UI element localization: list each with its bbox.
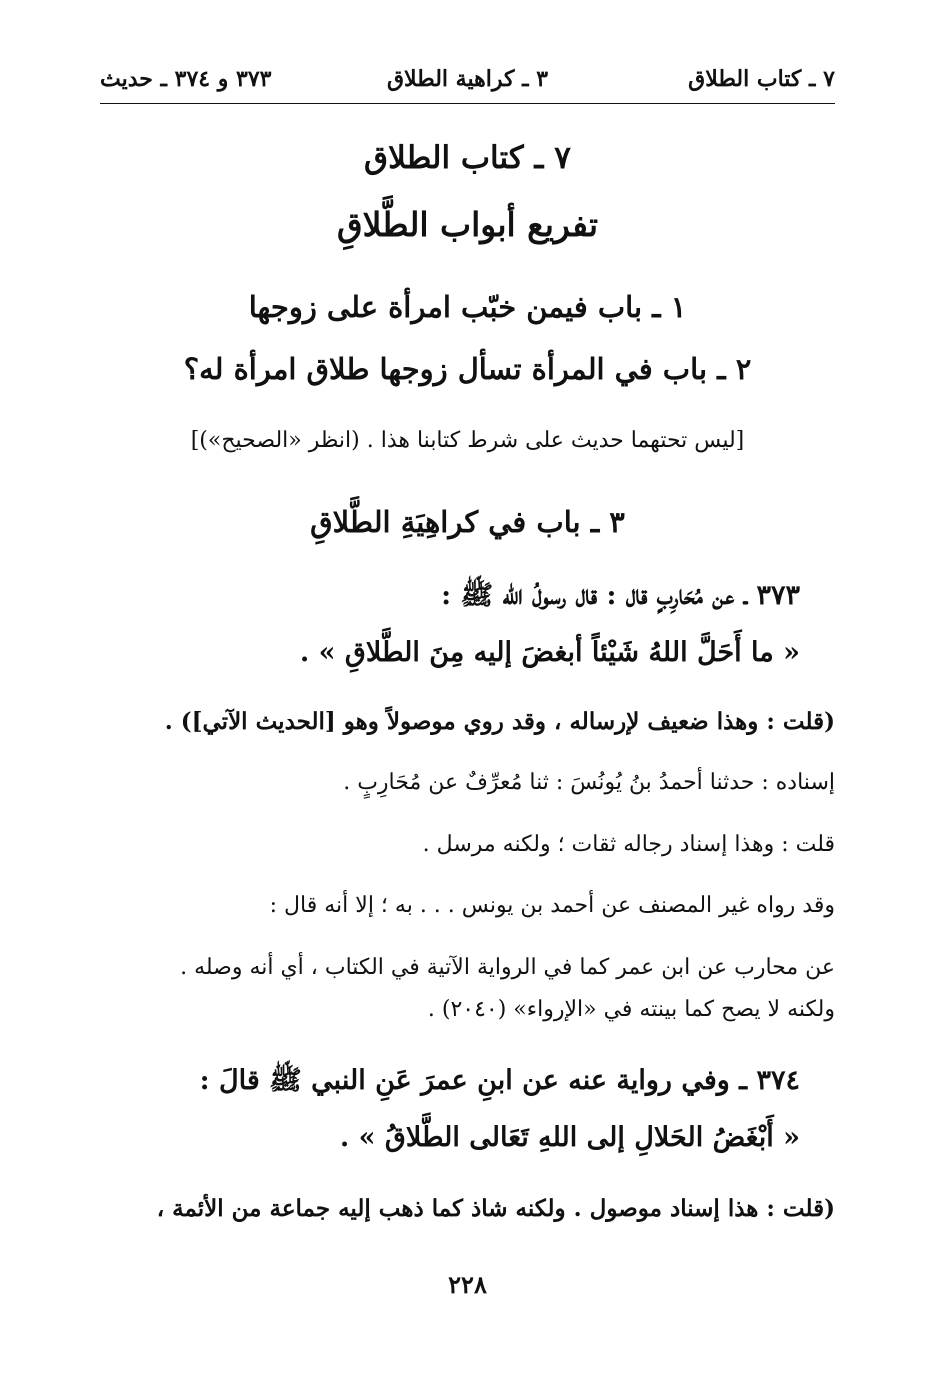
hadith-373-comment: قلت : وهذا إسناد رجاله ثقات ؛ ولكنه مرسل . (422, 832, 835, 857)
chapter-heading-1: ١ ـ باب فيمن خبّب امرأة على زوجها (248, 290, 687, 324)
hadith-374-grading: (قلت : هذا إسناد موصول . ولكنه شاذ كما ذهب إليه جماعة من الأئمة ، (156, 1195, 835, 1222)
hadith-374-intro: ٣٧٤ ـ وفي رواية عنه عن ابنِ عمرَ عَنِ النبي ﷺ قالَ : (199, 1065, 800, 1096)
header-book-title: ٧ ـ كتاب الطلاق (688, 66, 835, 92)
hadith-373-intro: ٣٧٣ ـ عن مُحَارِبٍ قال : قال رسولُ الله ﷺ : (441, 580, 800, 611)
hadith-374-text: « أَبْغَضُ الحَلالِ إلى اللهِ تَعَالى الطَّلاقُ » . (339, 1122, 800, 1153)
header-chapter-title: ٣ ـ كراهية الطلاق (386, 66, 549, 92)
book-title: ٧ ـ كتاب الطلاق (364, 140, 571, 176)
hadith-373-narration-note: وقد رواه غير المصنف عن أحمد بن يونس . . . به ؛ إلا أنه قال : (269, 893, 835, 918)
running-header (100, 66, 835, 106)
chapter-heading-2: ٢ ـ باب في المرأة تسأل زوجها طلاق امرأة له؟ (183, 352, 752, 386)
section-subtitle: تفريع أبواب الطَّلاقِ (336, 205, 599, 244)
hadith-373-isnad: إسناده : حدثنا أحمدُ بنُ يُونُسَ : ثنا مُعرِّفٌ عن مُحَارِبٍ . (343, 770, 835, 795)
hadith-373-paragraph-line-1: عن محارب عن ابن عمر كما في الرواية الآتية في الكتاب ، أي أنه وصله . (180, 955, 835, 980)
editor-note: [ليس تحتهما حديث على شرط كتابنا هذا . (انظر «الصحيح»)] (190, 428, 745, 453)
hadith-373-grading: (قلت : وهذا ضعيف لإرساله ، وقد روي موصولاً وهو [الحديث الآتي]) . (164, 708, 835, 735)
page-number: ٢٢٨ (448, 1270, 487, 1299)
header-hadith-range: ٣٧٣ و ٣٧٤ ـ حديث (100, 66, 272, 92)
header-divider (100, 103, 835, 104)
hadith-373-paragraph-line-2: ولكنه لا يصح كما بينته في «الإرواء» (٢٠٤٠) . (427, 997, 835, 1022)
chapter-heading-3: ٣ ـ باب في كراهِيَةِ الطَّلاقِ (310, 505, 625, 539)
hadith-373-text: « ما أَحَلَّ اللهُ شَيْئاً أبغضَ إليه مِنَ الطَّلاقِ » . (299, 637, 800, 668)
